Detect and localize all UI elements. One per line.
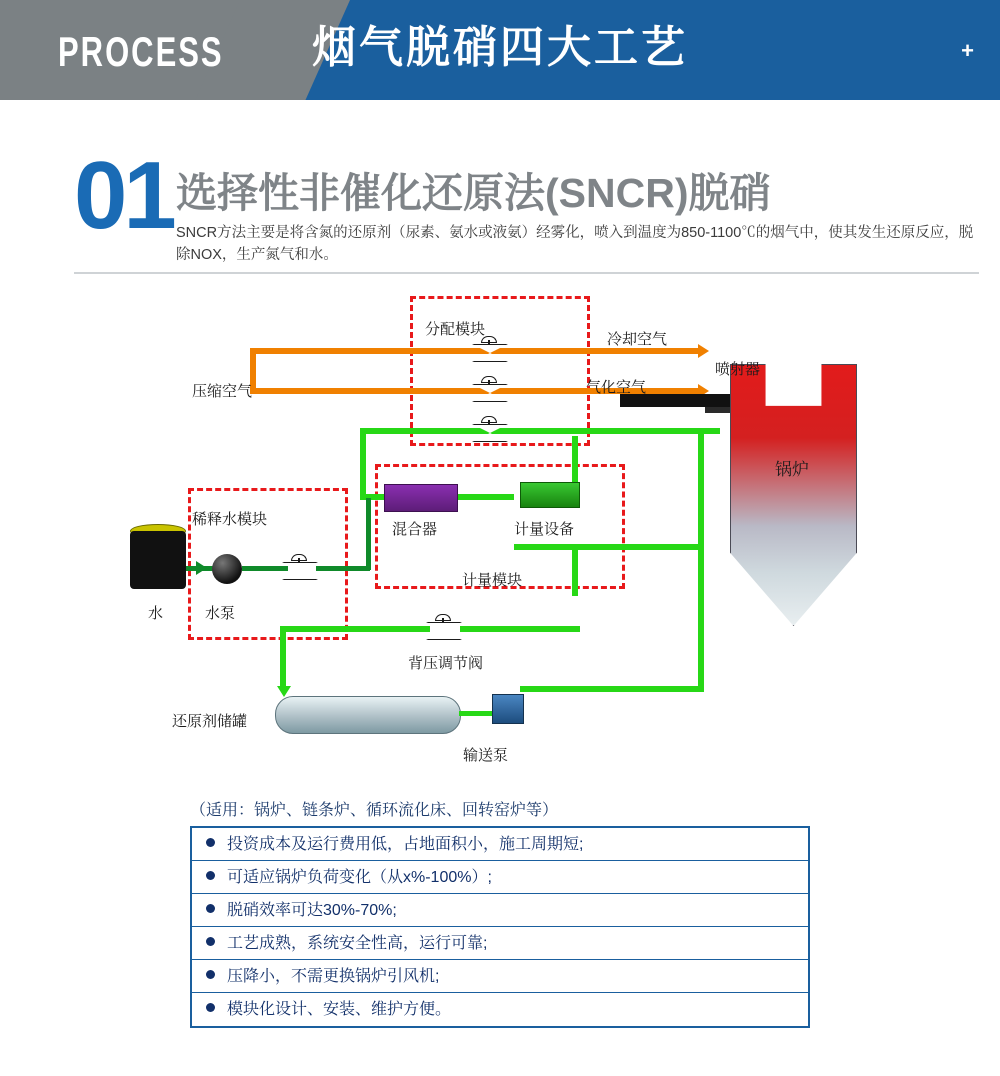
boiler-vessel: [730, 364, 857, 626]
label-mixer: 混合器: [392, 521, 438, 538]
pipe-meter-out-riser: [572, 436, 578, 486]
list-item: [192, 861, 808, 894]
pipe-bpv-h: [280, 626, 430, 632]
pipe-right-riser: [698, 431, 704, 691]
pipe-mixer-to-meter: [456, 494, 514, 500]
bullet-icon: [206, 937, 215, 946]
plus-icon: +: [961, 38, 974, 63]
label-back-pressure-valve: 背压调节阀: [408, 655, 484, 672]
list-item: [192, 894, 808, 927]
bullet-icon: [206, 970, 215, 979]
pipe-meter-return-h: [514, 544, 704, 550]
pipe-dilution-out: [316, 566, 370, 571]
sncr-process-diagram: [120, 286, 890, 786]
pipe-meter-return: [572, 548, 578, 596]
bullet-icon: [206, 871, 215, 880]
label-cooling-air: 冷却空气: [607, 331, 668, 348]
bullet-icon: [206, 838, 215, 847]
pipe-dilution-to-mixer: [366, 498, 371, 570]
label-reductant-tank: 还原剂储罐: [172, 713, 248, 730]
section-description: SNCR方法主要是将含氮的还原剂（尿素、氨水或液氨）经雾化，喷入到温度为850-1100℃的烟气中，使其发生还原反应，脱除NOX，生产氮气和水。: [176, 225, 974, 263]
valve-back-pressure: [426, 616, 460, 638]
label-metering-module: 计量模块: [462, 572, 523, 589]
list-item-label: 工艺成熟，系统安全性高，运行可靠;: [227, 935, 488, 952]
valve-dilution-water: [282, 556, 316, 578]
list-item-label: 模块化设计、安装、维护方便。: [227, 1001, 452, 1018]
label-injector: 喷射器: [715, 361, 761, 378]
label-distribution-module: 分配模块: [425, 321, 486, 338]
pipe-dist-to-boiler: [360, 428, 720, 434]
pipe-tank-to-pump: [459, 711, 492, 716]
pipe-dist-riser: [360, 428, 366, 500]
label-water: 水: [148, 605, 164, 622]
list-item: [192, 993, 808, 1026]
page-header: [0, 0, 1000, 100]
metering-device-unit: [520, 482, 580, 508]
arrow-cooling-air: [698, 344, 709, 358]
label-water-pump: 水泵: [205, 605, 236, 622]
section-divider: [74, 272, 979, 274]
label-dilution-water-module: 稀释水模块: [192, 511, 268, 528]
pipe-bpv-left: [280, 626, 286, 688]
water-tank: [130, 531, 186, 589]
label-metering-device: 计量设备: [514, 521, 575, 538]
arrow-water-in: [196, 561, 207, 575]
mixer-unit: [384, 484, 458, 512]
list-item: [192, 927, 808, 960]
label-compressed-air: 压缩空气: [192, 383, 253, 400]
reductant-storage-tank: [275, 696, 461, 734]
list-item-label: 压降小，不需更换锅炉引风机;: [227, 968, 440, 985]
boiler-label: 锅炉: [775, 460, 809, 479]
header-process-label: PROCESS: [58, 28, 224, 76]
pipe-bpv-right: [460, 626, 580, 632]
transfer-pump-unit: [492, 694, 524, 724]
section-number: 01: [74, 142, 173, 249]
feature-list: [190, 826, 810, 1028]
valve-distribution-3: [472, 418, 506, 440]
valve-distribution-2: [472, 378, 506, 400]
water-pump-icon: [212, 554, 242, 584]
page-title: 烟气脱硝四大工艺: [312, 23, 688, 72]
list-item-label: 可适应锅炉负荷变化（从x%-100%）;: [227, 869, 492, 886]
label-gasification-air: 气化空气: [586, 379, 647, 396]
list-item-label: 投资成本及运行费用低，占地面积小，施工周期短;: [227, 836, 584, 853]
list-item: [192, 828, 808, 861]
list-item-label: 脱硝效率可达30%-70%;: [227, 902, 397, 919]
applicability-note: （适用：锅炉、链条炉、循环流化床、回转窑炉等）: [190, 802, 559, 819]
list-item: [192, 960, 808, 993]
section-heading: 选择性非催化还原法(SNCR)脱硝: [176, 170, 771, 216]
pipe-bottom-return: [520, 686, 704, 692]
valve-distribution-1: [472, 338, 506, 360]
bullet-icon: [206, 904, 215, 913]
bullet-icon: [206, 1003, 215, 1012]
label-transfer-pump: 输送泵: [463, 747, 509, 764]
